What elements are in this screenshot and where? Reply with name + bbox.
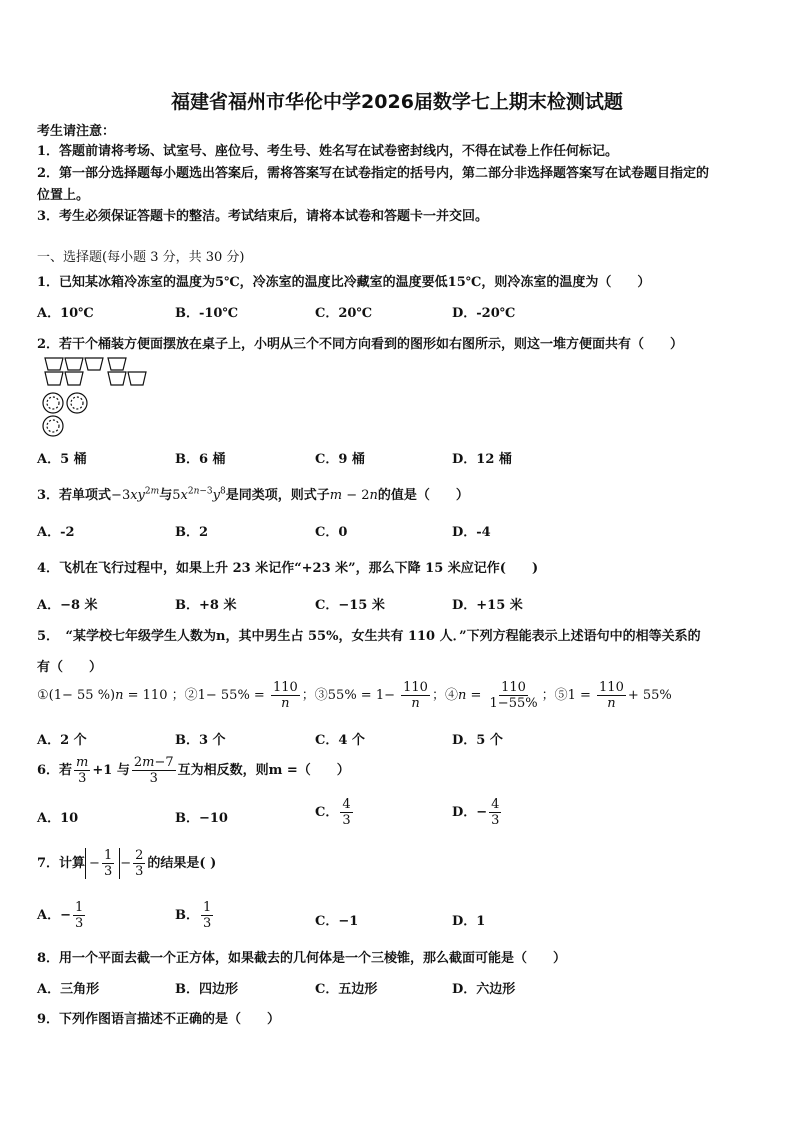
q7-option-b-label: B． (175, 908, 199, 923)
q6-text: 6．若 (37, 763, 73, 778)
q4-option-c[interactable]: C．−15 米 (315, 598, 385, 613)
q6-text: 互为相反数，则m =（ ） (177, 763, 350, 778)
question-5-stem: 5． “某学校七年级学生人数为n，其中男生占 55%，女生共有 110 人．”下列方程能表示上述语句中的相等关系的 (37, 629, 701, 644)
q8-option-d[interactable]: D．六边形 (452, 982, 516, 997)
q2-option-b[interactable]: B．6 桶 (175, 452, 226, 467)
q3-text: 是同类项，则式子 (225, 488, 330, 503)
notice-heading: 考生请注意： (37, 124, 116, 139)
q6-option-c[interactable]: C． $\frac{4}{3}$ (315, 797, 351, 828)
q7-option-b[interactable]: B． $\frac{1}{3}$ (175, 900, 212, 931)
q7-option-a-label: A．− (37, 908, 71, 923)
question-2-stem: 2．若干个桶装方便面摆放在桌子上，小明从三个不同方向看到的图形如右图所示，则这一堆方便面共有（ ） (37, 337, 684, 352)
question-1-stem: 1．已知某冰箱冷冻室的温度为5℃，冷冻室的温度比冷藏室的温度要低15℃，则冷冻室的温度为（ ） (37, 275, 651, 290)
q7-option-c[interactable]: C．−1 (315, 914, 359, 929)
page-title: 福建省福州市华伦中学2026届数学七上期末检测试题 (171, 91, 623, 113)
q5-option-b[interactable]: B．3 个 (175, 733, 226, 748)
q6-option-c-label: C． (315, 805, 339, 820)
q2-option-d[interactable]: D．12 桶 (452, 452, 512, 467)
q8-option-b[interactable]: B．四边形 (175, 982, 238, 997)
question-3-stem: 3．若单项式$-3xy^{2m}$与$5x^{2n-3}y^8$是同类项，则式子m − 2n的值是（ ） (37, 486, 469, 503)
q7-text: 7．计算 (37, 856, 86, 871)
q3-option-b[interactable]: B．2 (175, 525, 209, 540)
question-8-stem: 8．用一个平面去截一个正方体，如果截去的几何体是一个三棱锥，那么截面可能是（ ） (37, 951, 567, 966)
q6-option-d[interactable]: D．− $\frac{4}{3}$ (452, 797, 500, 828)
q5-option-a[interactable]: A．2 个 (37, 733, 87, 748)
q1-option-c[interactable]: C．20℃ (315, 306, 373, 321)
q3-option-d[interactable]: D．-4 (452, 525, 491, 540)
notice-item: 2．第一部分选择题每小题选出答案后，需将答案写在试卷指定的括号内，第二部分非选择题答案写在试卷题目指定的 (37, 166, 710, 181)
notice-item: 1．答题前请将考场、试室号、座位号、考生号、姓名写在试卷密封线内，不得在试卷上作任何标记。 (37, 144, 619, 159)
q3-option-c[interactable]: C．0 (315, 525, 348, 540)
q7-option-d[interactable]: D．1 (452, 914, 486, 929)
q7-text: 的结果是( ) (147, 856, 217, 871)
notice-item: 位置上。 (37, 188, 90, 203)
q6-text: +1 与 (92, 763, 130, 778)
q3-text: 的值是（ ） (377, 488, 469, 503)
section-heading: 一、选择题(每小题 3 分，共 30 分) (37, 250, 245, 265)
q5-option-d[interactable]: D．5 个 (452, 733, 503, 748)
question-5-stem-cont: 有（ ） (37, 660, 103, 675)
q3-text: 与 (159, 488, 173, 503)
q6-option-a[interactable]: A．10 (37, 811, 79, 826)
question-6-stem: 6．若 $\frac{m}{3}$ +1 与 $\frac{2m-7}{3}$ 互为相反数，则m =（ ） (37, 755, 350, 786)
q5-equations: ①(1− 55 %)n = 110 ；②1− 55% = $\frac{110}{n}$ ；③55% = 1− $\frac{110}{n}$ ；④n = $\frac{110}{1-55\%}$ ；⑤1 = $\frac{110}{n}$ + 55% (37, 680, 672, 711)
q2-option-a[interactable]: A．5 桶 (37, 452, 87, 467)
q3-option-a[interactable]: A．-2 (37, 525, 75, 540)
q2-option-c[interactable]: C．9 桶 (315, 452, 365, 467)
q4-option-a[interactable]: A．−8 米 (37, 598, 98, 613)
q4-option-b[interactable]: B．+8 米 (175, 598, 237, 613)
q5-option-c[interactable]: C．4 个 (315, 733, 365, 748)
noodle-views-figure (40, 355, 160, 440)
q7-option-a[interactable]: A．− $\frac{1}{3}$ (37, 900, 84, 931)
question-4-stem: 4．飞机在飞行过程中，如果上升 23 米记作“+23 米”，那么下降 15 米应记作( ) (37, 561, 539, 576)
q1-option-d[interactable]: D．-20℃ (452, 306, 516, 321)
q3-text: 3．若单项式 (37, 488, 112, 503)
q6-option-d-label: D．− (452, 805, 488, 820)
notice-item: 3．考生必须保证答题卡的整洁。考试结束后，请将本试卷和答题卡一并交回。 (37, 209, 489, 224)
q8-option-c[interactable]: C．五边形 (315, 982, 378, 997)
question-9-stem: 9．下列作图语言描述不正确的是（ ） (37, 1012, 281, 1027)
q1-option-b[interactable]: B．-10℃ (175, 306, 239, 321)
q1-option-a[interactable]: A．10℃ (37, 306, 94, 321)
q8-option-a[interactable]: A．三角形 (37, 982, 100, 997)
q6-option-b[interactable]: B．−10 (175, 811, 228, 826)
q4-option-d[interactable]: D．+15 米 (452, 598, 523, 613)
question-7-stem: 7．计算 − $\frac{1}{3}$ − $\frac{2}{3}$ 的结果是( ) (37, 848, 217, 879)
